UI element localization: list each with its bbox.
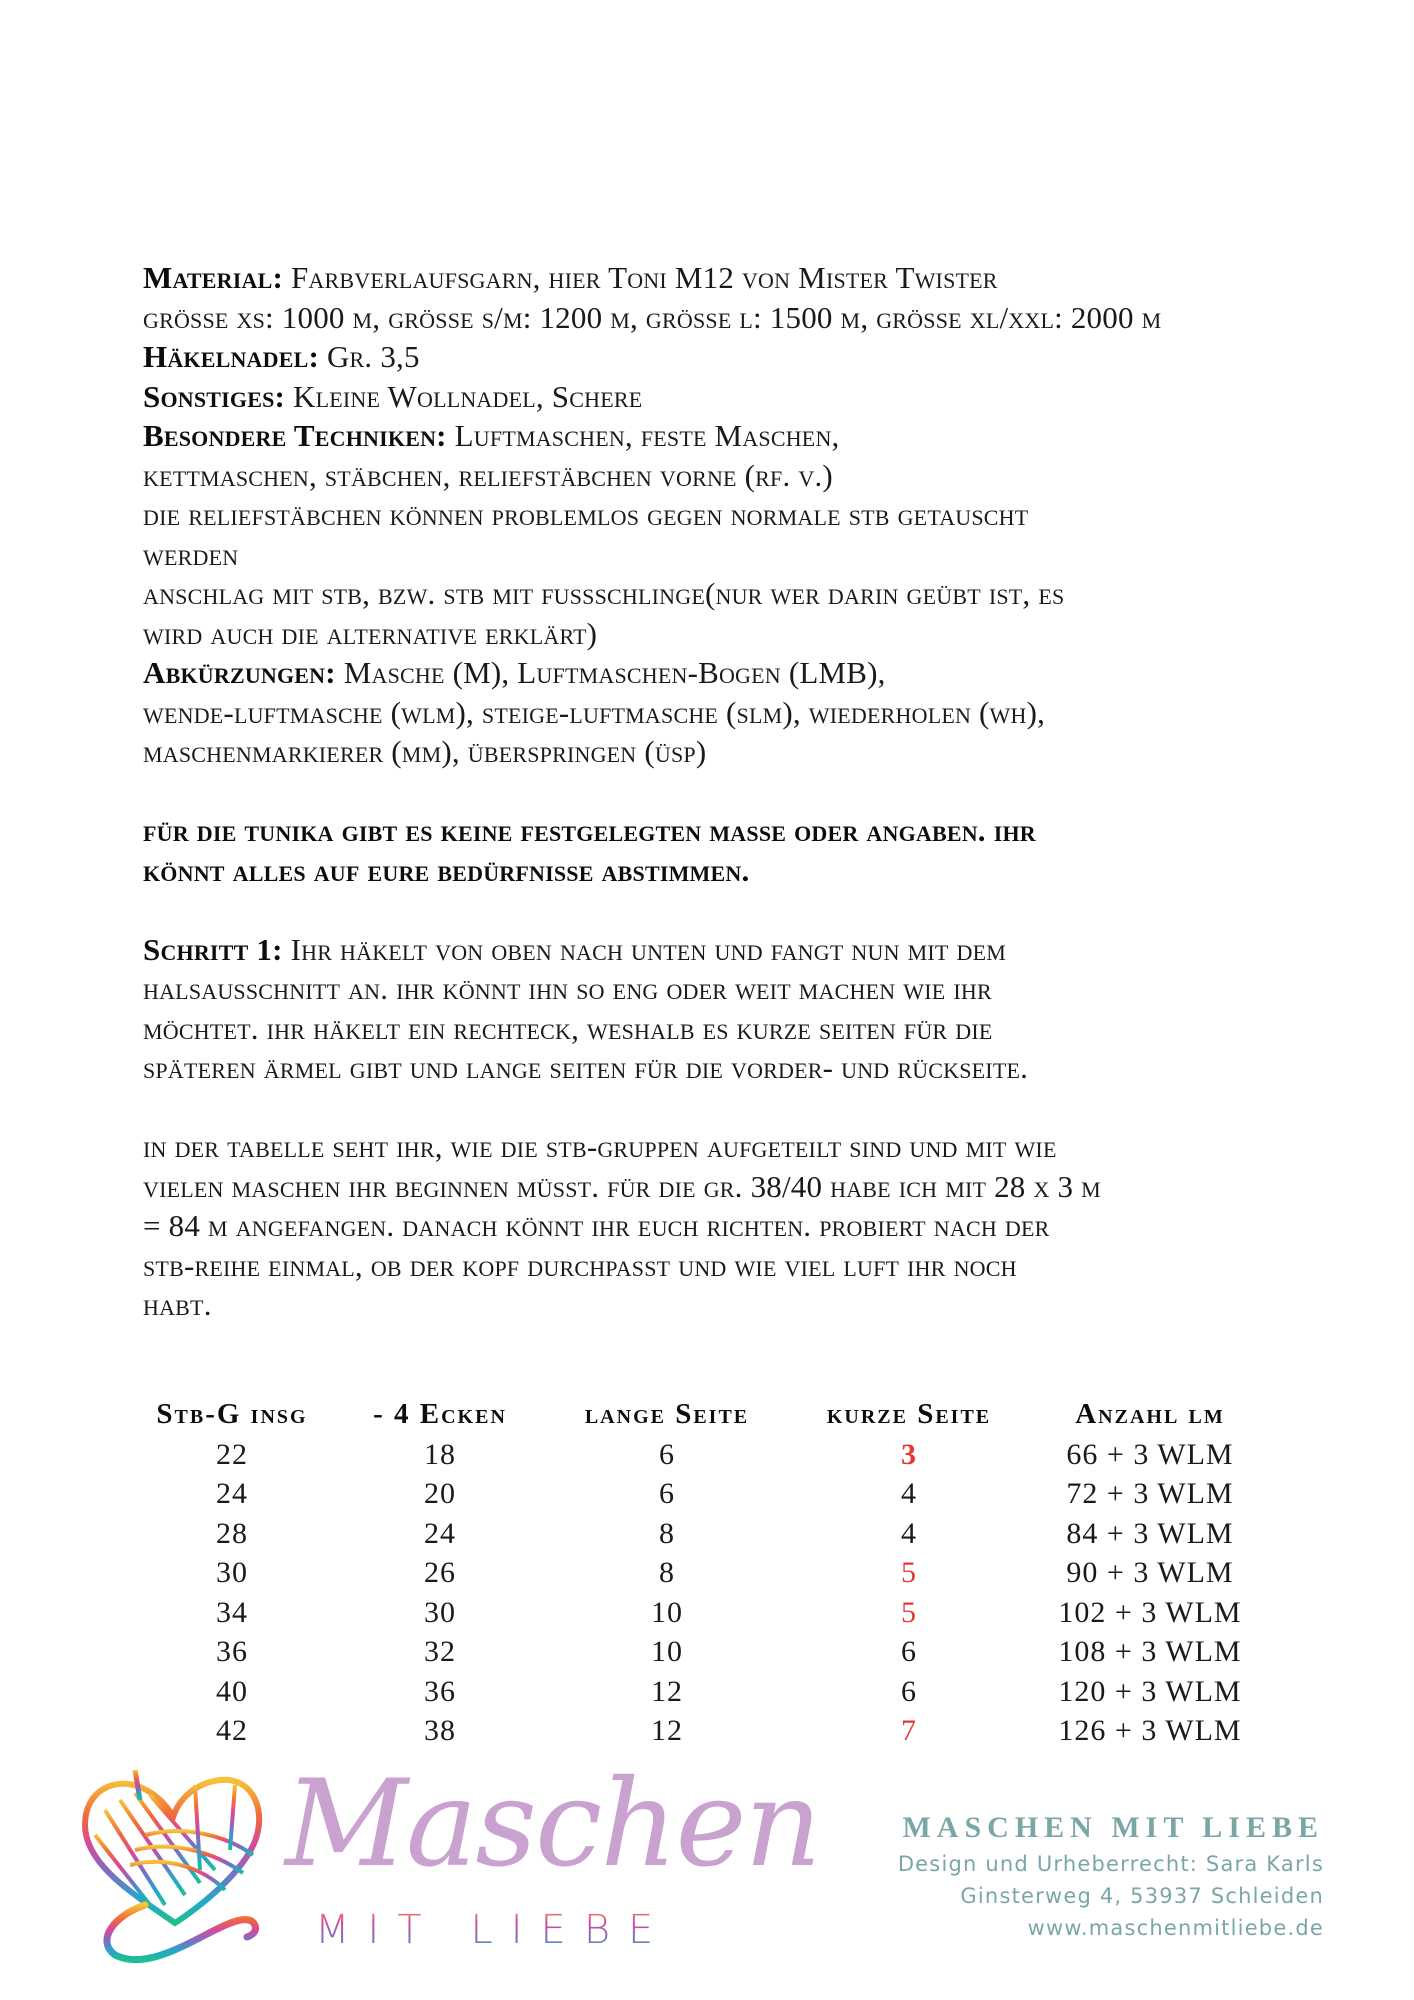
table-row [143,1711,1253,1751]
cell-kurze-seite: 7 [901,1714,917,1747]
cell-stb-g: 22 [216,1437,248,1471]
header-lange-seite: lange Seite [584,1398,750,1430]
footer-credits [898,1808,1324,1944]
notice-paragraph [143,811,1283,890]
cell-anzahl-lm: 102 + 3 WLM [1058,1595,1242,1629]
step1-line: möchtet. ihr häkelt ein rechteck, weshalb es kurze seiten für die [143,1010,993,1046]
cell-stb-g: 30 [216,1556,248,1589]
cell-kurze-seite: 6 [901,1635,917,1668]
hook-label: Häkelnadel: [143,339,319,374]
abbrev-line: wende-luftmasche (wlm), steige-luftmasche (slm), wiederholen (wh), [143,694,1046,730]
cell-anzahl-lm: 90 + 3 WLM [1066,1556,1234,1589]
cell-anzahl-lm: 126 + 3 WLM [1058,1714,1242,1747]
abbrev-label: Abkürzungen: [143,655,336,690]
intro-line: in der tabelle seht ihr, wie die stb-gruppen aufgeteilt sind und mit wie [143,1129,1057,1164]
cell-ecken: 26 [424,1556,456,1589]
cell-ecken: 30 [424,1595,456,1629]
techniques-line: werden [143,536,239,572]
footer-copyright: Design und Urheberrecht: Sara Karls [897,1852,1324,1876]
cell-stb-g: 42 [216,1714,248,1747]
cell-kurze-seite: 5 [901,1556,917,1589]
cell-ecken: 36 [424,1674,456,1708]
intro-line: vielen maschen ihr beginnen müsst. für die gr. 38/40 habe ich mit 28 x 3 m [143,1168,1101,1204]
table-row [143,1474,1253,1514]
material-text: Farbverlaufsgarn, hier Toni M12 von Mister Twister [290,260,998,295]
cell-anzahl-lm: 108 + 3 WLM [1058,1635,1242,1668]
spacer [143,772,1283,812]
cell-anzahl-lm: 120 + 3 WLM [1058,1674,1242,1708]
cell-lange-seite: 8 [659,1556,675,1589]
header-anzahl-lm: Anzahl lm [1075,1398,1225,1430]
header-stb-g: Stb-G insg [156,1398,308,1430]
other-line [143,377,1283,417]
cell-kurze-seite: 6 [901,1674,917,1708]
other-text: Kleine Wollnadel, Schere [293,378,643,414]
abbrev-line: maschenmarkierer (mm), überspringen (üsp) [143,734,707,769]
cell-anzahl-lm: 72 + 3 WLM [1066,1477,1234,1510]
cell-anzahl-lm: 66 + 3 WLM [1066,1437,1234,1471]
step1-paragraph [143,930,1283,1088]
cell-lange-seite: 6 [659,1477,675,1510]
logo-script-text: Maschen [285,1755,820,1894]
cell-stb-g: 40 [216,1674,248,1708]
table-header-row [143,1395,1253,1435]
notice-line: für die tunika gibt es keine festgelegten masse oder angaben. ihr [143,813,1036,848]
cell-stb-g: 24 [216,1477,248,1510]
step1-line [143,930,1283,970]
header-kurze-seite: kurze Seite [826,1398,992,1430]
techniques-line [143,416,1283,456]
intro-line: = 84 m angefangen. danach könnt ihr euch richten. probiert nach der [143,1208,1050,1243]
sizes-line: grösse xs: 1000 m, grösse s/m: 1200 m, grösse l: 1500 m, grösse xl/xxl: 2000 m [143,299,1162,335]
table-row [143,1514,1253,1554]
notice-line: könnt alles auf eure bedürfnisse abstimmen. [143,852,750,888]
techniques-text: Luftmaschen, feste Maschen, [454,418,840,453]
techniques-line: kettmaschen, stäbchen, reliefstäbchen vorne (rf. v.) [143,457,833,493]
cell-ecken: 20 [424,1477,456,1510]
techniques-label: Besondere Techniken: [143,418,447,453]
hook-line [143,337,1283,377]
table-row [143,1435,1253,1475]
cell-anzahl-lm: 84 + 3 WLM [1066,1516,1234,1550]
hook-text: Gr. 3,5 [326,339,420,374]
abbrev-text: Masche (M), Luftmaschen-Bogen (LMB), [343,655,886,690]
spacer [143,890,1283,930]
material-label: Material: [143,260,283,295]
pattern-text [143,258,1283,1325]
techniques-line: die reliefstäbchen können problemlos gegen normale stb getauscht [143,497,1029,532]
other-label: Sonstiges: [143,378,286,414]
cell-lange-seite: 12 [651,1674,683,1708]
cell-stb-g: 28 [216,1516,248,1550]
cell-lange-seite: 12 [651,1714,683,1747]
step1-line: halsausschnitt an. ihr könnt ihn so eng oder weit machen wie ihr [143,971,992,1006]
techniques-line: anschlag mit stb, bzw. stb mit fussschlinge(nur wer darin geübt ist, es [143,576,1065,611]
cell-kurze-seite: 3 [901,1437,917,1471]
brand-logo [75,1755,820,1975]
step1-label: Schritt 1: [143,931,283,967]
cell-stb-g: 34 [216,1595,248,1629]
table-row [143,1632,1253,1672]
cell-ecken: 38 [424,1714,456,1747]
table-row [143,1672,1253,1712]
header-ecken: - 4 Ecken [373,1398,507,1430]
intro-line: habt. [143,1287,212,1322]
material-line [143,258,1283,298]
cell-ecken: 18 [424,1437,456,1471]
cell-ecken: 24 [424,1516,456,1550]
yarn-heart-icon [75,1765,305,1975]
intro-line: stb-reihe einmal, ob der kopf durchpasst und wie viel luft ihr noch [143,1247,1017,1283]
cell-kurze-seite: 4 [901,1477,917,1510]
footer-address: Ginsterweg 4, 53937 Schleiden [960,1884,1324,1908]
stitch-table [143,1395,1253,1751]
table-row [143,1593,1253,1633]
table-intro-paragraph [143,1127,1283,1325]
cell-stb-g: 36 [216,1635,248,1668]
footer-website[interactable]: www.maschenmitliebe.de [1027,1916,1324,1940]
cell-kurze-seite: 5 [901,1595,917,1629]
step1-text: Ihr häkelt von oben nach unten und fangt nun mit dem [290,931,1006,967]
cell-lange-seite: 8 [659,1516,675,1550]
logo-subtitle: MIT LIEBE [315,1907,672,1953]
abbrev-line [143,653,1283,693]
table-row [143,1553,1253,1593]
table-body [143,1435,1253,1751]
cell-lange-seite: 10 [651,1635,683,1668]
footer-title: MASCHEN MIT LIEBE [902,1811,1324,1844]
step1-line: späteren ärmel gibt und lange seiten für die vorder- und rückseite. [143,1050,1029,1085]
cell-kurze-seite: 4 [901,1516,917,1550]
cell-lange-seite: 6 [659,1437,675,1471]
cell-ecken: 32 [424,1635,456,1668]
spacer [143,1088,1283,1128]
cell-lange-seite: 10 [651,1595,683,1629]
techniques-line: wird auch die alternative erklärt) [143,615,598,651]
